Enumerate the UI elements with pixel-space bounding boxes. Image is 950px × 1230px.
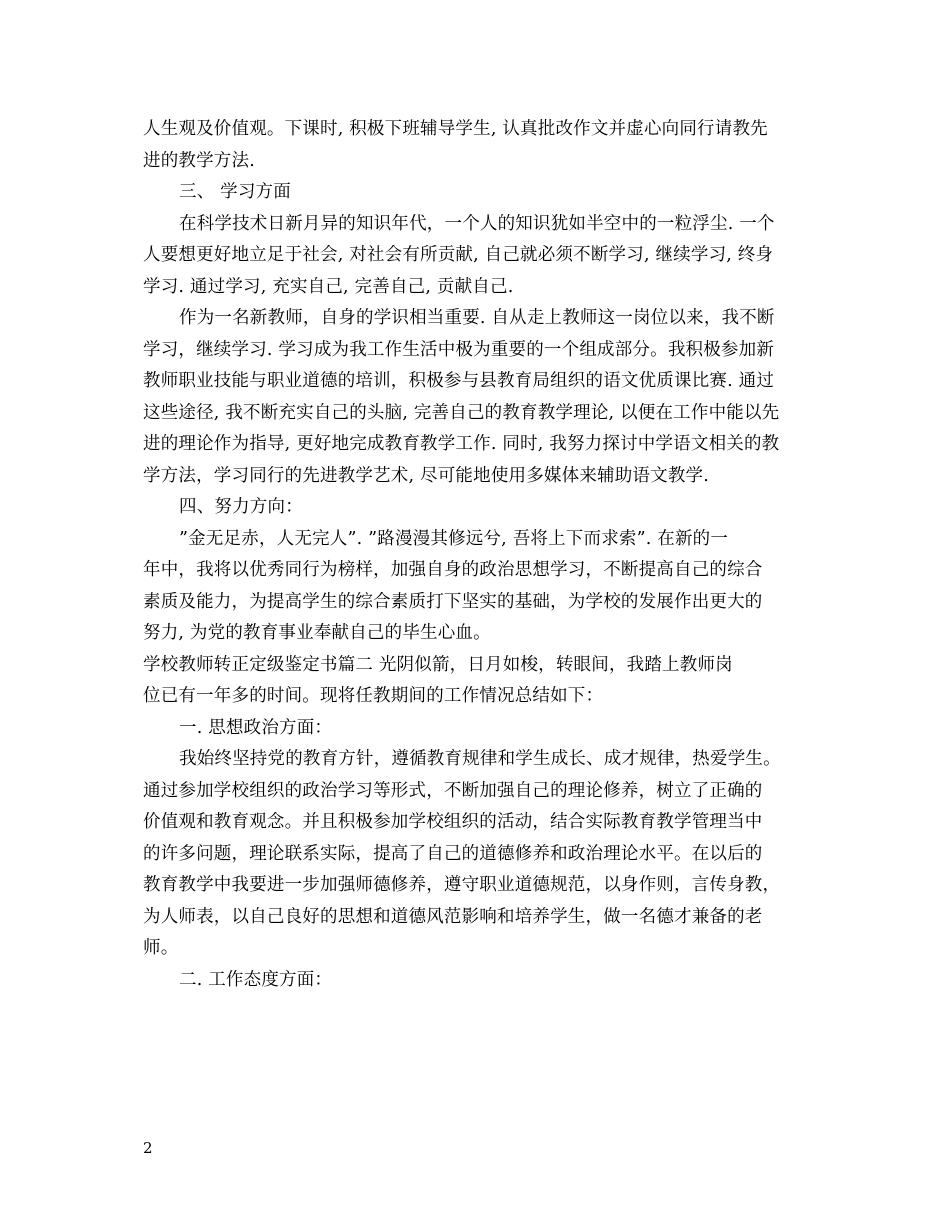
text-line: 学方法，学习同行的先进教学艺术, 尽可能地使用多媒体来辅助语文教学. — [143, 465, 709, 486]
text-line: 教育教学中我要进一步加强师德修养，遵守职业道德规范，以身作则，言传身教， — [143, 875, 781, 895]
text-line: 师。 — [143, 938, 179, 958]
text-line: 年中，我将以优秀同行为榜样，加强自身的政治思想学习，不断提高自己的综合 — [143, 560, 763, 580]
text-line: 学习，继续学习. 学习成为我工作生活中极为重要的一个组成部分。我积极参加新 — [143, 339, 775, 360]
section-heading: 三、 学习方面 — [179, 182, 291, 202]
text-line: 进的理论作为指导, 更好地完成教育教学工作. 同时, 我努力探讨中学语文相关的教 — [143, 434, 780, 454]
text-line: 我始终坚持党的教育方针，遵循教育规律和学生成长、成才规律，热爱学生。 — [179, 749, 781, 769]
text-line: 位已有一年多的时间。现将任教期间的工作情况总结如下： — [143, 686, 604, 706]
text-line: 进的教学方法. — [143, 150, 255, 171]
text-line: 人要想更好地立足于社会, 对社会有所贡献, 自己就必须不断学习, 继续学习, 终身 — [143, 245, 774, 265]
text-line: 在科学技术日新月异的知识年代，一个人的知识犹如半空中的一粒浮尘. 一个 — [179, 213, 775, 234]
article-title-line: 学校教师转正定级鉴定书篇二 光阴似箭，日月如梭，转眼间，我踏上教师岗 — [143, 654, 733, 675]
text-line: 人生观及价值观。下课时, 积极下班辅导学生, 认真批改作文并虚心向同行请教先 — [143, 119, 768, 139]
text-line: ”金无足赤，人无完人”. ”路漫漫其修远兮, 吾将上下而求索”. 在新的一 — [179, 528, 729, 549]
section-heading: 二. 工作态度方面： — [179, 969, 333, 990]
text-line: 努力, 为党的教育事业奉献自己的毕生心血。 — [143, 623, 491, 643]
text-line: 素质及能力，为提高学生的综合素质打下坚实的基础，为学校的发展作出更大的 — [143, 591, 763, 612]
page-number: 2 — [143, 1139, 153, 1157]
document-body — [143, 114, 813, 996]
section-heading: 一. 思想政治方面： — [179, 717, 333, 738]
section-heading: 四、努力方向： — [179, 497, 303, 517]
text-line: 的许多问题，理论联系实际，提高了自己的道德修养和政治理论水平。在以后的 — [143, 843, 763, 864]
text-line: 价值观和教育观念。并且积极参加学校组织的活动，结合实际教育教学管理当中 — [143, 812, 763, 832]
text-line: 通过参加学校组织的政治学习等形式，不断加强自己的理论修养，树立了正确的 — [143, 780, 763, 801]
text-line: 教师职业技能与职业道德的培训，积极参与县教育局组织的语文优质课比赛. 通过 — [143, 371, 775, 391]
text-line: 为人师表，以自己良好的思想和道德风范影响和培养学生，做一名德才兼备的老 — [143, 906, 763, 927]
text-line: 这些途径, 我不断充实自己的头脑, 完善自己的教育教学理论, 以便在工作中能以先 — [143, 402, 780, 423]
text-line: 学习. 通过学习, 充实自己, 完善自己, 贡献自己. — [143, 276, 514, 297]
text-line: 作为一名新教师，自身的学识相当重要. 自从走上教师这一岗位以来，我不断 — [179, 308, 775, 328]
